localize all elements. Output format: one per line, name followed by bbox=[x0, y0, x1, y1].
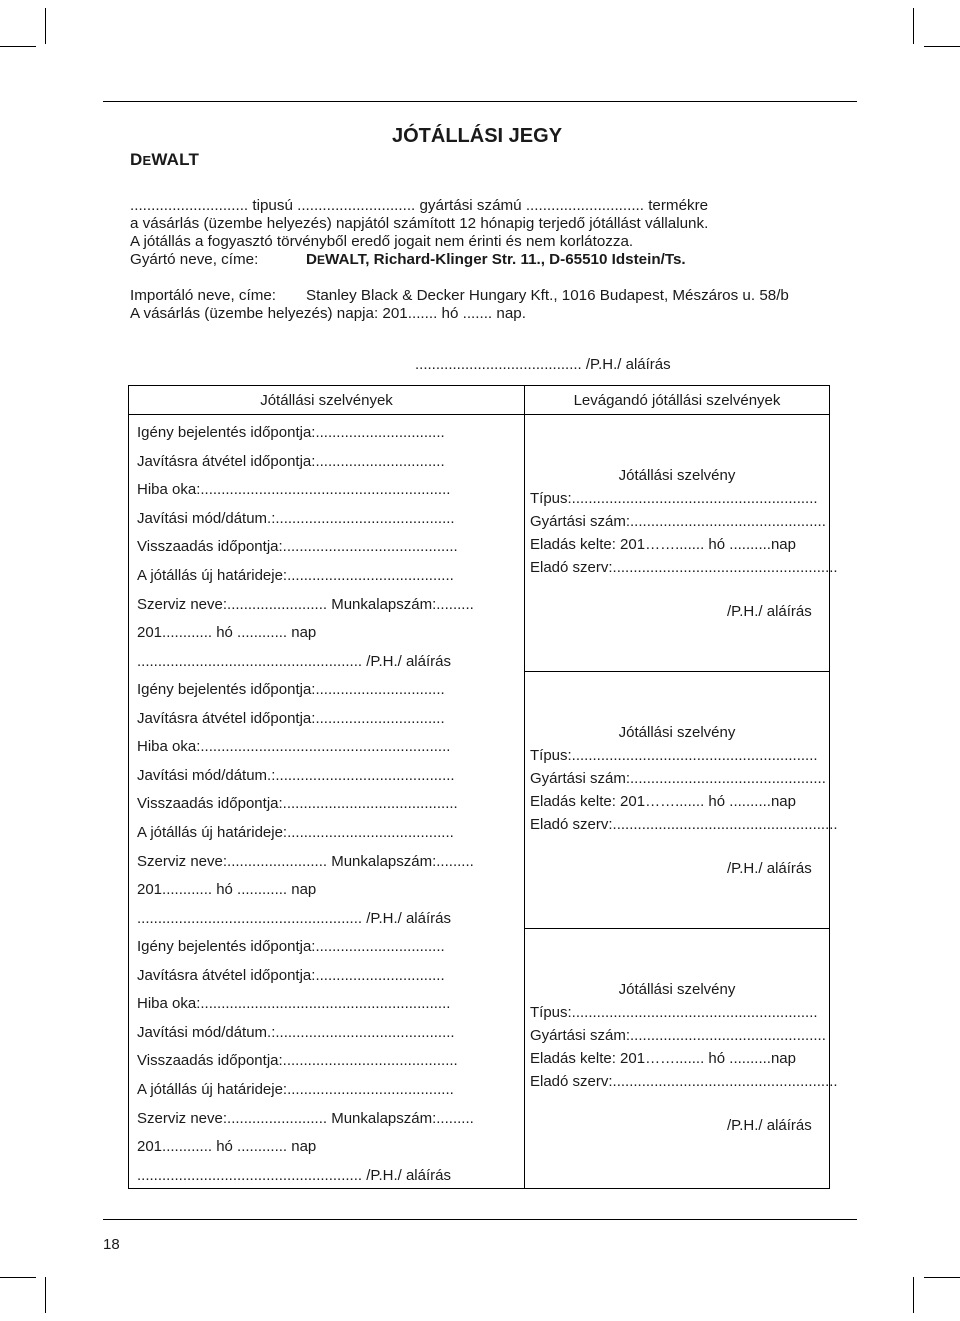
coupon-signature: ...................................................... /P.H./ aláírás bbox=[137, 652, 451, 670]
crop-mark bbox=[913, 8, 914, 44]
coupon-line: A jótállás új határideje:........................................ bbox=[137, 566, 454, 584]
crop-mark bbox=[45, 8, 46, 44]
warranty-coupons-panel bbox=[128, 414, 525, 1189]
coupon-line: Javítási mód/dátum.:........................................... bbox=[137, 766, 455, 784]
coupon-line: Javítási mód/dátum.:........................................... bbox=[137, 509, 455, 527]
crop-mark bbox=[924, 46, 960, 47]
crop-mark bbox=[0, 1277, 36, 1278]
service-coupon bbox=[137, 933, 474, 1190]
importer-label: Importáló neve, címe: bbox=[130, 287, 277, 304]
manufacturer-row bbox=[130, 251, 840, 269]
coupon-line: Gyártási szám:............................................... bbox=[530, 770, 826, 787]
coupon-signature: ...................................................... /P.H./ aláírás bbox=[137, 909, 451, 927]
coupon-line: Javításra átvétel időpontja:............................... bbox=[137, 452, 445, 470]
coupon-line: Eladás kelte: 201……....... hó ..........nap bbox=[530, 536, 796, 553]
coupon-signature: /P.H./ aláírás bbox=[727, 1117, 812, 1134]
crop-mark bbox=[0, 46, 36, 47]
coupon-line: Szerviz neve:........................ Munkalapszám:......... bbox=[137, 1109, 474, 1127]
coupon-line: Javításra átvétel időpontja:............................... bbox=[137, 709, 445, 727]
intro-line: a vásárlás (üzembe helyezés) napjától számított 12 hónapig terjedő jótállást vállalunk. bbox=[130, 215, 709, 232]
coupon-line: Eladó szerv:...................................................... bbox=[530, 1073, 838, 1090]
coupon-line: Igény bejelentés időpontja:............................... bbox=[137, 938, 445, 955]
coupon-line: Eladó szerv:...................................................... bbox=[530, 559, 838, 576]
coupon-line: 201............ hó ............ nap bbox=[137, 1138, 317, 1156]
coupon-signature: /P.H./ aláírás bbox=[727, 860, 812, 877]
coupon-line: A jótállás új határideje:........................................ bbox=[137, 823, 454, 841]
crop-mark bbox=[924, 1277, 960, 1278]
coupon-signature: ...................................................... /P.H./ aláírás bbox=[137, 1166, 451, 1184]
coupon-line: Javításra átvétel időpontja:............................... bbox=[137, 966, 445, 984]
crop-mark bbox=[913, 1277, 914, 1313]
coupon-line: Szerviz neve:........................ Munkalapszám:......... bbox=[137, 595, 474, 613]
detachable-coupon bbox=[524, 671, 838, 929]
intro-line: A jótállás a fogyasztó törvényből eredő jogait nem érinti és nem korlátozza. bbox=[130, 233, 634, 250]
importer-value: Stanley Black & Decker Hungary Kft., 1016 Budapest, Mészáros u. 58/b bbox=[306, 287, 789, 304]
purchase-date: A vásárlás (üzembe helyezés) napja: 201....... hó ....... nap. bbox=[130, 305, 526, 322]
coupon-title: Jótállási szelvény bbox=[618, 724, 736, 741]
coupon-line: Hiba oka:............................................................ bbox=[137, 738, 451, 756]
coupon-line: Eladás kelte: 201……....... hó ..........nap bbox=[530, 1050, 796, 1067]
crop-mark bbox=[45, 1277, 46, 1313]
coupon-title: Jótállási szelvény bbox=[618, 467, 736, 484]
intro-line: ............................ tipusú ............................ gyártási számú ............................ termékre bbox=[130, 197, 709, 214]
coupon-line: A jótállás új határideje:........................................ bbox=[137, 1080, 454, 1098]
coupon-line: Gyártási szám:............................................... bbox=[530, 1027, 826, 1044]
service-coupon bbox=[137, 419, 474, 676]
coupon-line: Javítási mód/dátum.:........................................... bbox=[137, 1023, 455, 1041]
page-number: 18 bbox=[103, 1236, 120, 1253]
detachable-coupon bbox=[524, 928, 838, 1189]
coupon-title: Jótállási szelvény bbox=[618, 981, 736, 998]
detachable-coupon bbox=[524, 414, 838, 672]
importer-row bbox=[130, 287, 840, 305]
coupon-line: Gyártási szám:............................................... bbox=[530, 513, 826, 530]
coupon-line: Visszaadás időpontja:.......................................... bbox=[137, 538, 458, 556]
footer-rule bbox=[103, 1219, 857, 1220]
coupon-line: Eladó szerv:...................................................... bbox=[530, 816, 838, 833]
coupon-line: Eladás kelte: 201……....... hó ..........nap bbox=[530, 793, 796, 810]
coupon-line: Igény bejelentés időpontja:............................... bbox=[137, 424, 445, 441]
coupon-line: 201............ hó ............ nap bbox=[137, 881, 317, 899]
manufacturer-value: DEWALT, Richard-Klinger Str. 11., D-65510 Idstein/Ts. bbox=[306, 251, 686, 268]
coupon-line: Hiba oka:............................................................ bbox=[137, 481, 451, 499]
coupon-line: Visszaadás időpontja:.......................................... bbox=[137, 1052, 458, 1070]
warranty-coupons-header: Jótállási szelvények bbox=[128, 385, 525, 415]
detachable-coupons-header: Levágandó jótállási szelvények bbox=[524, 385, 830, 415]
header-rule bbox=[103, 101, 857, 102]
coupon-signature: /P.H./ aláírás bbox=[727, 603, 812, 620]
intro-text bbox=[130, 197, 840, 323]
coupon-line: Típus:........................................................... bbox=[530, 490, 818, 507]
coupon-line: Igény bejelentés időpontja:............................... bbox=[137, 681, 445, 698]
page-title: JÓTÁLLÁSI JEGY bbox=[392, 125, 563, 147]
coupon-line: 201............ hó ............ nap bbox=[137, 624, 317, 642]
brand-logo-text: DEWALT bbox=[130, 150, 200, 169]
coupon-line: Hiba oka:............................................................ bbox=[137, 995, 451, 1013]
coupon-line: Típus:........................................................... bbox=[530, 747, 818, 764]
service-coupon bbox=[137, 676, 474, 933]
coupon-line: Típus:........................................................... bbox=[530, 1004, 818, 1021]
seller-signature-line: ........................................ /P.H./ aláírás bbox=[415, 356, 671, 373]
coupon-line: Visszaadás időpontja:.......................................... bbox=[137, 795, 458, 813]
coupon-line: Szerviz neve:........................ Munkalapszám:......... bbox=[137, 852, 474, 870]
manufacturer-label: Gyártó neve, címe: bbox=[130, 251, 259, 268]
